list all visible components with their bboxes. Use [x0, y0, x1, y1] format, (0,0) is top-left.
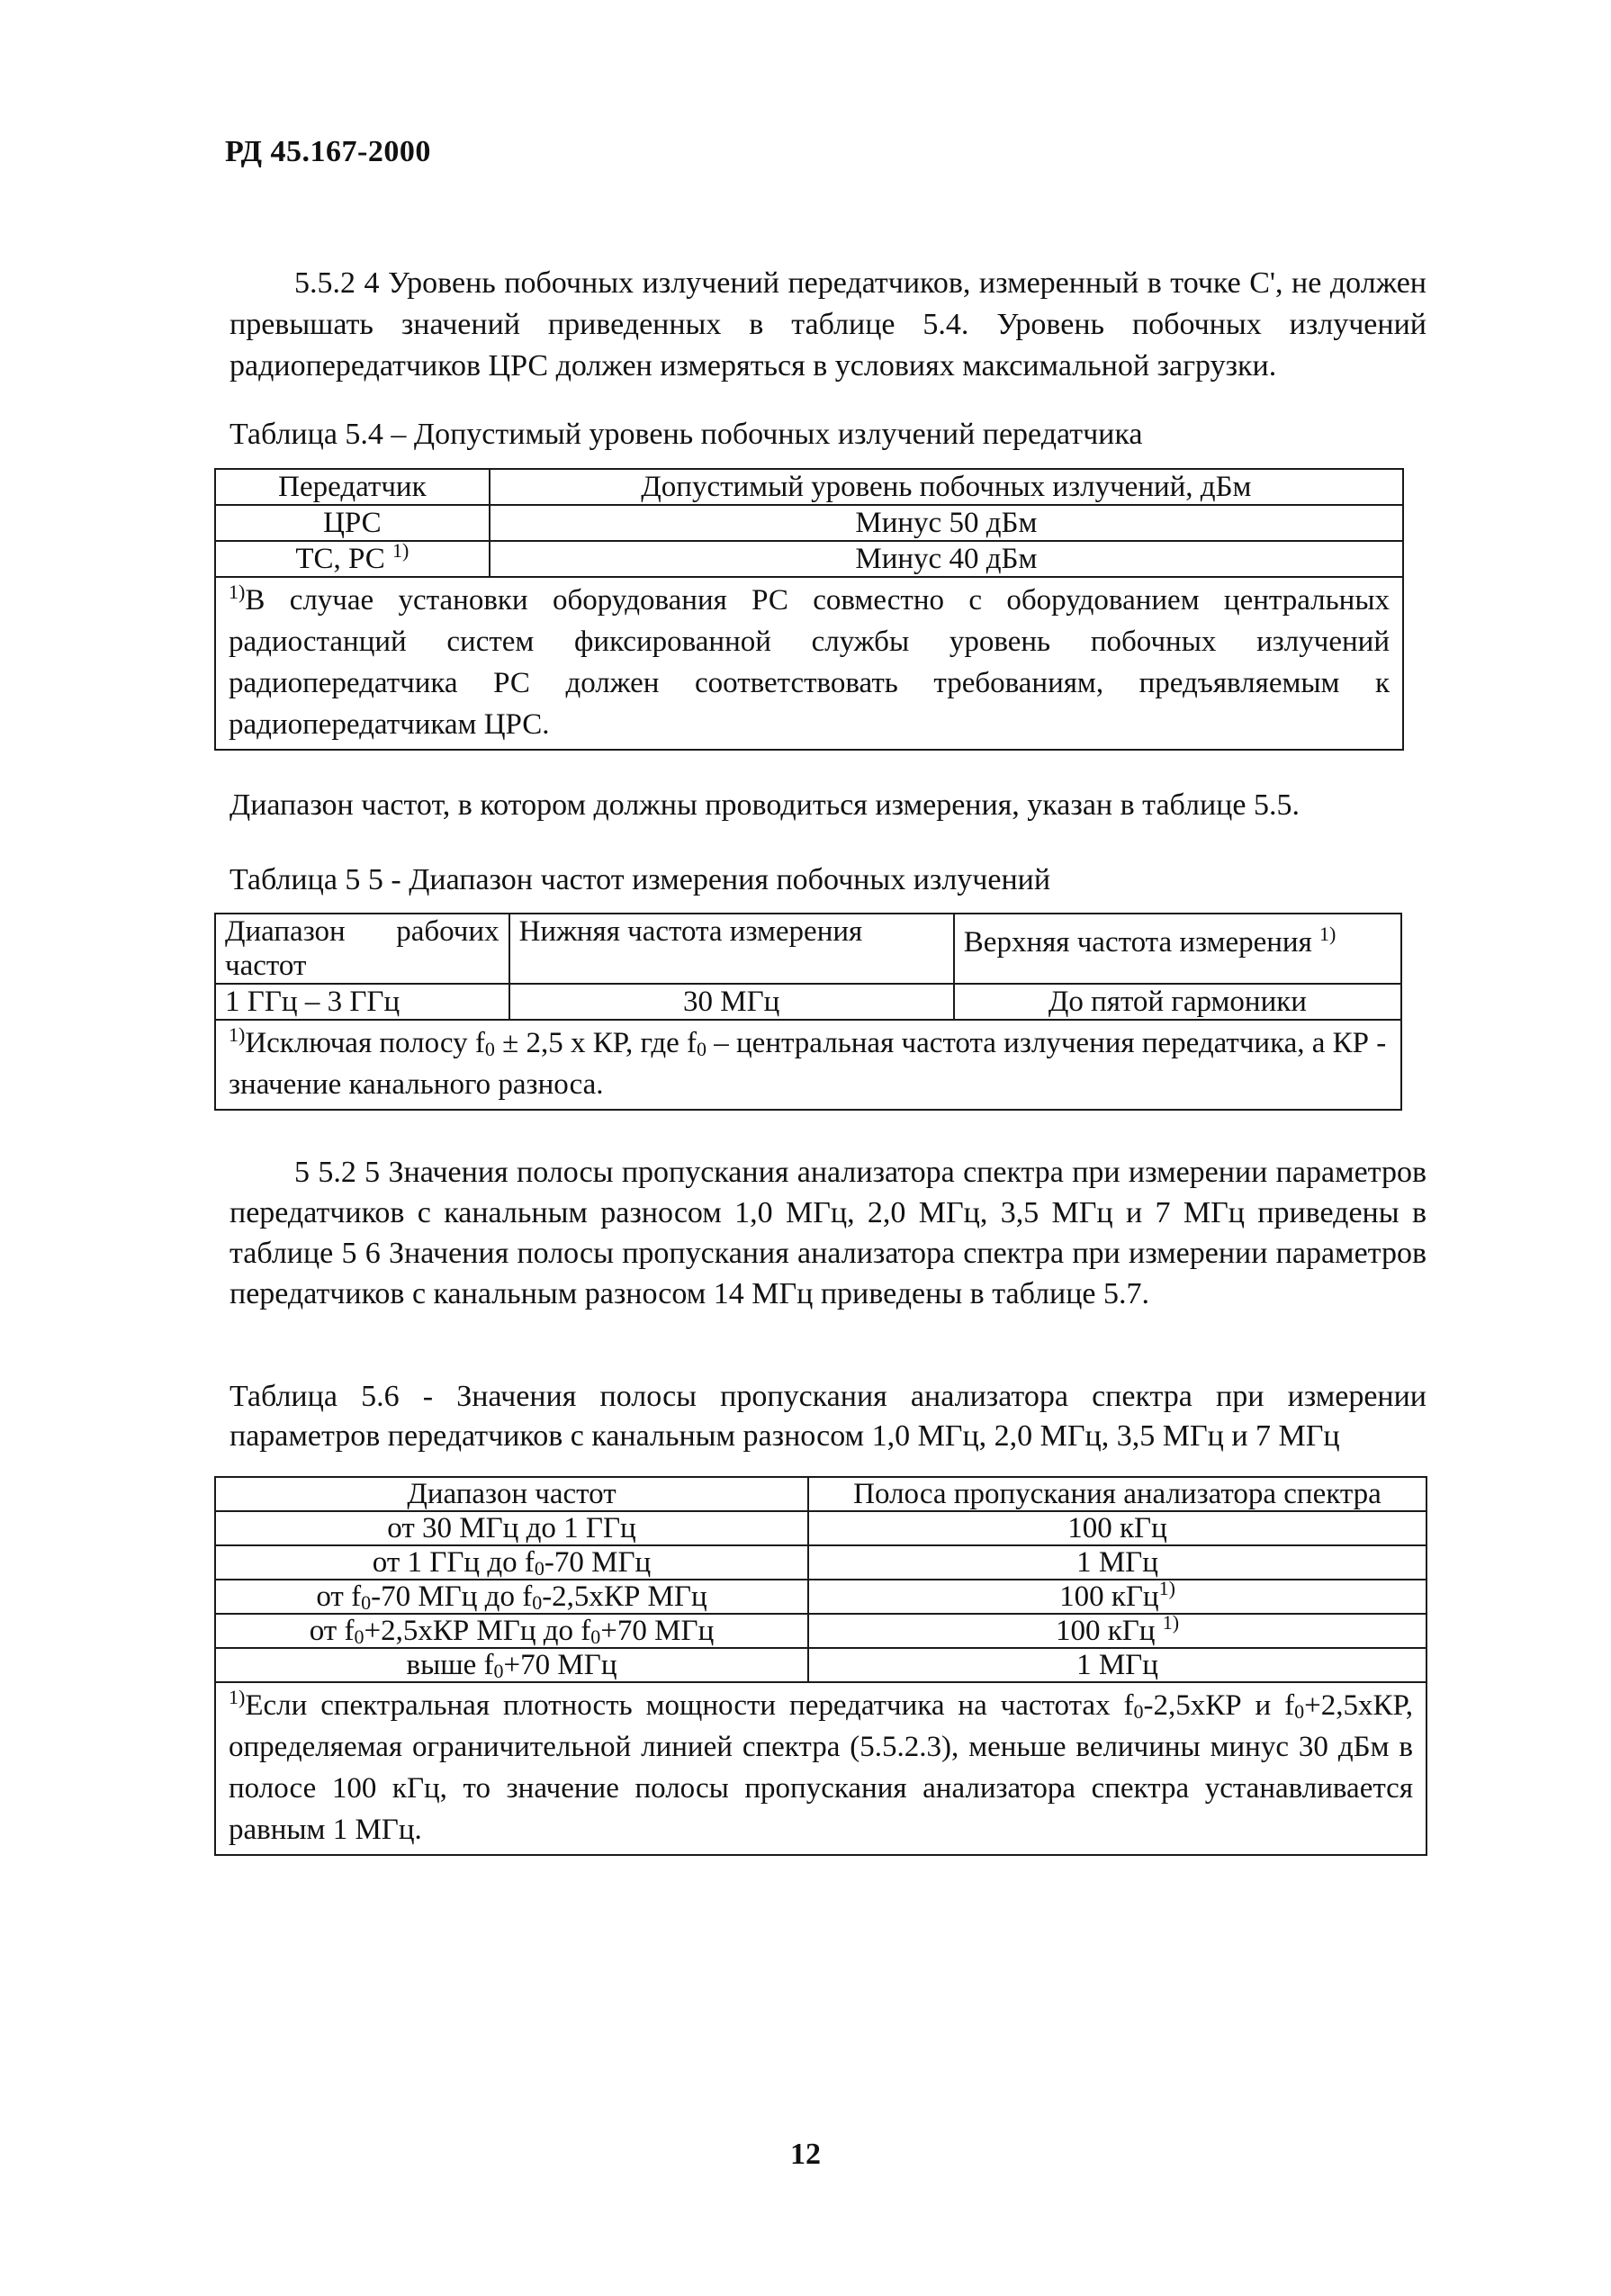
footnote-mark: 1) [392, 539, 410, 562]
footnote-mark: 1) [229, 581, 246, 603]
header-lower: Нижняя частота измерения [509, 914, 954, 984]
cell-level: Минус 40 дБм [490, 541, 1403, 577]
table-5-5 [214, 913, 1402, 1111]
cell-transmitter: ЦРС [215, 505, 490, 541]
table-5-4 [214, 468, 1404, 751]
header-level: Допустимый уровень побочных излучений, дБм [490, 469, 1403, 505]
cell-level: Минус 50 дБм [490, 505, 1403, 541]
cell-band: 100 кГц$^{1)}$ [808, 1580, 1426, 1614]
table-row [215, 1580, 1426, 1614]
table-row [215, 1545, 1426, 1580]
cell-range: выше $f_0+70$ МГц [215, 1648, 808, 1682]
table-5-5-caption: Таблица 5 5 - Диапазон частот измерения побочных излучений [230, 863, 1051, 896]
table-row [215, 1511, 1426, 1545]
header-upper: Верхняя частота измерения $^{1)}$ [954, 914, 1401, 984]
paragraph-5-5-2-5: 5 5.2 5 Значения полосы пропускания анализатора спектра при измерении параметров передатчиков с канальным разносом 1,0 МГц, 2,0 МГц, 3,5 МГц и 7 МГц приведены в таблице 5 6 Значения полосы пропускания анализатора спектра при измерении параметров передатчиков с канальным разносом 14 МГц приведены в таблице 5.7. [230, 1156, 1426, 1310]
cell-upper: До пятой гармоники [954, 984, 1401, 1020]
cell-band: 1 МГц [808, 1545, 1426, 1580]
table-footnote: $^{1)}$Если спектральная плотность мощности передатчика на частотах $f_0-2,5хКР$ и $f_0+2,5хКР$, определяемая ограничительной линией спектра (5.5.2.3), меньше величины минус 30 дБм в полосе 100 кГц, то значение полосы пропускания анализатора спектра устанавливается равным 1 МГц. [215, 1682, 1426, 1855]
footnote-mark: 1) [1319, 923, 1336, 945]
table-5-6-caption: Таблица 5.6 - Значения полосы пропускания анализатора спектра при измерении параметров передатчиков с канальным разносом 1,0 МГц, 2,0 МГц, 3,5 МГц и 7 МГц [230, 1380, 1426, 1453]
cell-transmitter: ТС, РС $^{1)}$ [215, 541, 490, 577]
cell-range: от 30 МГц до 1 ГГц [215, 1511, 808, 1545]
cell-range: от $f_0+2,5хКР$ МГц до $f_0+70$ МГц [215, 1614, 808, 1648]
cell-range: от 1 ГГц до $f_0-70$ МГц [215, 1545, 808, 1580]
table-note-row [215, 577, 1403, 750]
footnote-mark: 1) [1158, 1577, 1175, 1599]
cell-range: 1 ГГц – 3 ГГц [215, 984, 509, 1020]
table-footnote: $^{1)}$Исключая полосу $f_0 \pm 2,5$ x КР, где $f_0$ – центральная частота излучения передатчика, а КР - значение канального разноса. [215, 1020, 1401, 1110]
header-range: Диапазон частот [215, 1477, 808, 1511]
table-row [215, 505, 1403, 541]
table-footnote: $^{1)}$В случае установки оборудования РС совместно с оборудованием центральных радиостанций систем фиксированной службы уровень побочных излучений радиопередатчика РС должен соответствовать требованиям, предъявляемым к радиопередатчикам ЦРС. [215, 577, 1403, 750]
table-row [215, 1614, 1426, 1648]
table-header-row [215, 1477, 1426, 1511]
footnote-mark: 1) [229, 1023, 246, 1046]
table-row [215, 1648, 1426, 1682]
table-row [215, 541, 1403, 577]
table-header-row [215, 914, 1401, 984]
table-note-row [215, 1682, 1426, 1855]
document-code: РД 45.167-2000 [225, 135, 431, 168]
header-band: Полоса пропускания анализатора спектра [808, 1477, 1426, 1511]
table-5-6 [214, 1476, 1427, 1856]
footnote-mark: 1) [1162, 1611, 1180, 1634]
table-note-row [215, 1020, 1401, 1110]
table-header-row [215, 469, 1403, 505]
header-transmitter: Передатчик [215, 469, 490, 505]
paragraph-range: Диапазон частот, в котором должны проводиться измерения, указан в таблице 5.5. [230, 788, 1300, 822]
table-row [215, 984, 1401, 1020]
page-number: 12 [790, 2138, 821, 2171]
cell-lower: 30 МГц [509, 984, 954, 1020]
footnote-mark: 1) [229, 1686, 246, 1708]
header-range: Диапазон рабочих частот [215, 914, 509, 984]
cell-band: 1 МГц [808, 1648, 1426, 1682]
table-5-4-caption: Таблица 5.4 – Допустимый уровень побочных излучений передатчика [230, 418, 1143, 451]
cell-range: от $f_0-70$ МГц до $f_0-2,5хКР$ МГц [215, 1580, 808, 1614]
cell-band: 100 кГц $^{1)}$ [808, 1614, 1426, 1648]
cell-band: 100 кГц [808, 1511, 1426, 1545]
paragraph-5-5-2-4: 5.5.2 4 Уровень побочных излучений передатчиков, измеренный в точке С', не должен превышать значений приведенных в таблице 5.4. Уровень побочных излучений радиопередатчиков ЦРС должен измеряться в условиях максимальной загрузки. [230, 266, 1426, 383]
